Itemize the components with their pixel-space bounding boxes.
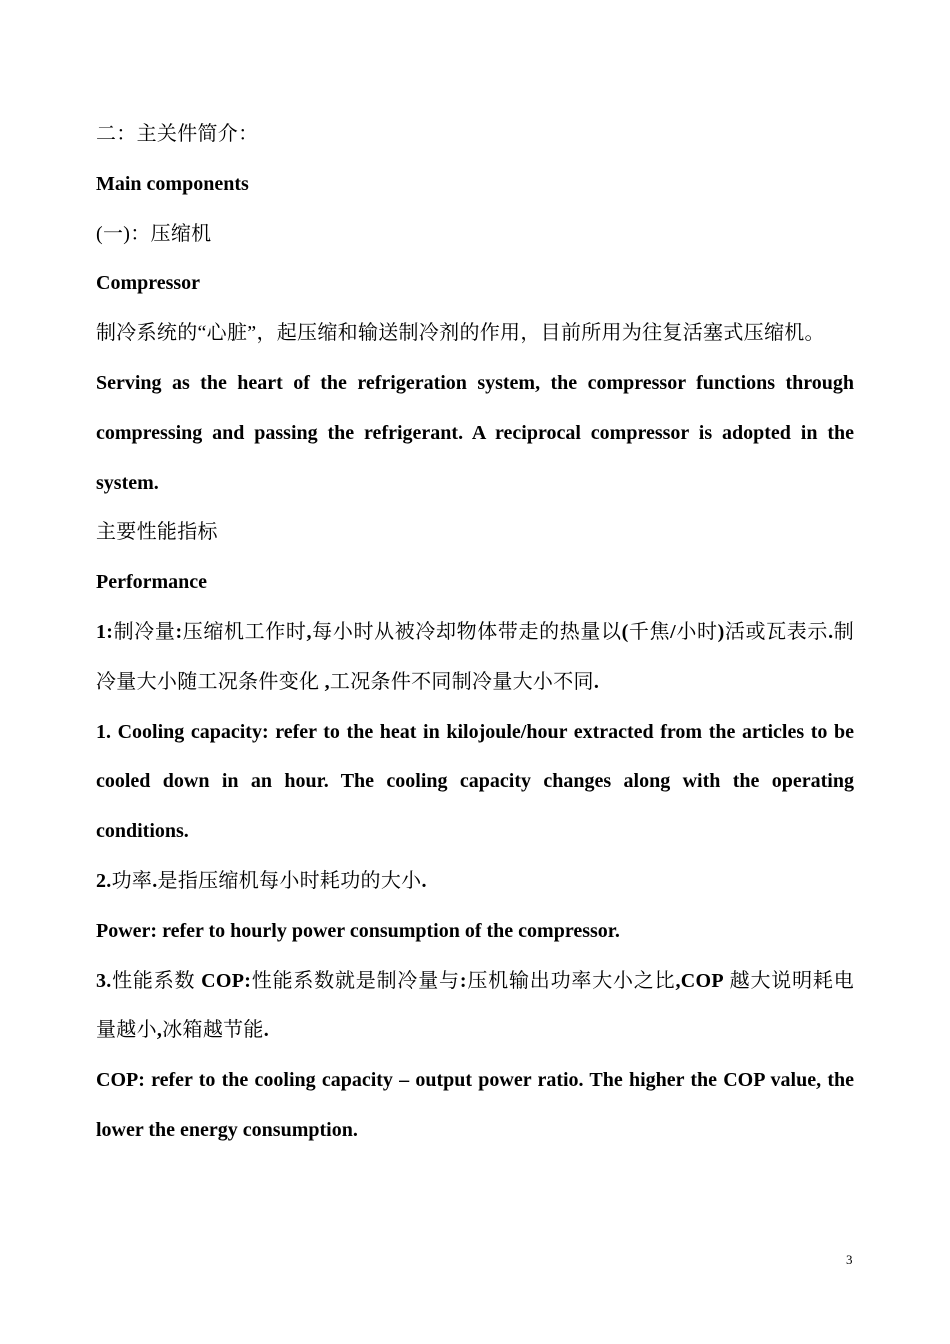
item2-dot: . (152, 869, 158, 892)
item1-paren-open: ( (621, 620, 629, 643)
item3-text-b: 性能系数就是制冷量与 (251, 969, 460, 992)
item1-text-c: 活或瓦表示 (724, 620, 829, 643)
item3-text-d: 越大说明耗电量越小 (96, 969, 855, 1042)
item3-cop: COP: (201, 969, 252, 992)
sub-heading-zh: (一)：压缩机 (96, 222, 212, 245)
item1-unit-a: 千焦 (628, 620, 671, 643)
item2-en: Power: refer to hourly power consumption of the compressor. (96, 919, 620, 942)
section-heading-en: Main components (96, 172, 249, 195)
item3-en: COP: refer to the cooling capacity – output power ratio. The higher the COP value, the lower the energy consumption. (96, 1069, 854, 1141)
item3-comma: , (675, 969, 681, 992)
sub-heading-en: Compressor (96, 272, 201, 295)
item1-number: 1: (96, 620, 114, 643)
item3-dot: . (263, 1019, 270, 1042)
item1-dot2: . (593, 670, 600, 693)
item2-zh (96, 857, 854, 907)
item1-text-b: 每小时从被冷却物体带走的热量以 (311, 620, 622, 643)
item2-dot2: . (421, 869, 427, 892)
item3-colon: : (459, 969, 467, 992)
item3-text-c: 压机输出功率大小之比 (466, 969, 676, 992)
item1-comma2: , (319, 670, 330, 693)
item2-text-a: 功率 (111, 869, 153, 892)
item1-dot: . (828, 620, 834, 643)
item1-zh (96, 608, 854, 708)
item1-paren-close: ) (717, 620, 725, 643)
item1-label: 制冷量 (113, 620, 176, 643)
page-number: 3 (846, 1252, 853, 1267)
item1-text-e: 工况条件不同制冷量大小不同 (329, 670, 594, 693)
item1-en: 1. Cooling capacity: refer to the heat in kilojoule/hour extracted from the articles to be cooled down in an hour. The cooling capacity changes along with the operating conditions. (96, 720, 854, 843)
item1-text-a: 压缩机工作时 (182, 620, 307, 643)
item1-text-d: 制冷量大小随工况条件变化 (96, 620, 855, 693)
item3-text-e: 冰箱越节能 (162, 1019, 264, 1042)
item3-number: 3. (96, 969, 112, 992)
section-heading-zh: 二：主关件简介： (96, 123, 259, 145)
item2-text-b: 是指压缩机每小时耗功的大小 (157, 869, 422, 892)
item3-comma2: , (156, 1019, 163, 1042)
item1-colon: : (175, 620, 183, 643)
item1-slash: / (670, 620, 677, 643)
document-body (96, 110, 854, 1156)
item1-unit-b: 小时 (676, 620, 718, 643)
item2-number: 2. (96, 869, 112, 892)
compressor-desc-en: Serving as the heart of the refrigeration system, the compressor functions through compressing and passing the refrigerant. A reciprocal compressor is adopted in the system. (96, 371, 854, 494)
performance-heading-en: Performance (96, 571, 208, 594)
item1-comma: , (306, 620, 312, 643)
item3-zh (96, 957, 854, 1057)
compressor-desc-zh: 制冷系统的“心脏”，起压缩和输送制冷剂的作用，目前所用为往复活塞式压缩机。 (96, 322, 825, 345)
performance-heading-zh: 主要性能指标 (96, 521, 218, 544)
item3-cop2: COP (680, 969, 724, 992)
item3-text-a: 性能系数 (111, 969, 202, 992)
